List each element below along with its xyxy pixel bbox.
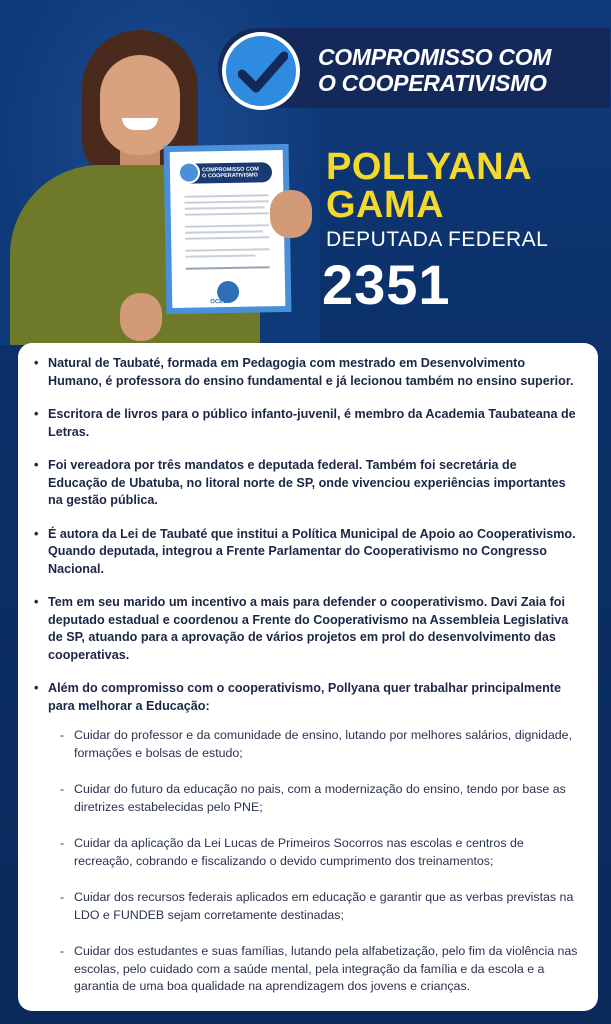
bio-item: [34, 355, 578, 390]
dash-icon: -: [60, 782, 65, 796]
bio-item-text: Foi vereadora por três mandatos e deputada federal. Também foi secretária de Educação de Ubatuba, no litoral norte de SP, onde vivenciou experiências importantes na gestão pública.: [48, 458, 566, 507]
bio-item: [34, 526, 578, 579]
education-goal-item: [48, 835, 578, 870]
candidate-role: DEPUTADA FEDERAL: [326, 228, 549, 251]
certificate-signature-line: [186, 266, 270, 269]
certificate: [164, 144, 292, 314]
candidate-first-name: POLLYANA: [326, 146, 533, 188]
header: [0, 0, 611, 345]
bullet-icon: •: [34, 526, 39, 541]
certificate-logo-text: OCESP: [210, 298, 232, 306]
check-icon: [222, 32, 300, 110]
education-goal-text: Cuidar dos estudantes e suas famílias, lutando pela alfabetização, pelo fim da violência nas escolas, pelo cuidado com a saúde mental, pela integração da família e da escola e a garantia de uma boa qualidade na aprendizagem dos jovens e crianças.: [74, 944, 578, 993]
bio-item-text: Tem em seu marido um incentivo a mais para defender o cooperativismo. Davi Zaia foi deputado estadual e coordenou a Frente do Cooperativismo na Assembleia Legislativa de SP, atuando para a aprovação de vários projetos em prol do desenvolvimento das cooperativas.: [48, 595, 569, 662]
education-goal-item: [48, 889, 578, 924]
education-goal-item: [48, 943, 578, 996]
certificate-text-line: [185, 248, 269, 251]
certificate-text-line: [185, 224, 269, 227]
candidate-name: [326, 148, 532, 224]
bullet-icon: •: [34, 407, 39, 421]
bio-card: [18, 343, 598, 1011]
certificate-badge-line2: O COOPERATIVISMO: [202, 172, 258, 180]
bio-item: [34, 594, 578, 664]
education-goal-text: Cuidar do futuro da educação no pais, com a modernização do ensino, tendo por base as diretrizes estabelecidas pelo PNE;: [74, 782, 566, 814]
banner-title-line1: COMPROMISSO COM: [318, 44, 552, 70]
dash-icon: -: [60, 890, 65, 904]
dash-icon: -: [60, 944, 65, 958]
education-goal-text: Cuidar da aplicação da Lei Lucas de Primeiros Socorros nas escolas e centros de recreação, cobrando e fiscalizando o devido cumprimento dos treinamentos;: [74, 836, 524, 868]
certificate-paper: [170, 150, 286, 308]
banner-title-line2: O COOPERATIVISMO: [318, 70, 547, 96]
certificate-text-line: [185, 230, 263, 233]
certificate-text-line: [184, 194, 268, 197]
dash-icon: -: [60, 728, 65, 742]
bullet-icon: •: [34, 595, 39, 609]
bio-item-text: Além do compromisso com o cooperativismo, Pollyana quer trabalhar principalmente para melhorar a Educação:: [48, 681, 561, 713]
education-goal-item: [48, 727, 578, 762]
certificate-check-icon: [178, 161, 200, 183]
bio-item-text: Escritora de livros para o público infanto-juvenil, é membro da Academia Taubateana de Letras.: [48, 407, 576, 439]
bio-item-text: É autora da Lei de Taubaté que institui a Política Municipal de Apoio ao Cooperativismo. Quando deputada, integrou a Frente Parlamentar do Cooperativismo no Congresso Nacional.: [48, 526, 576, 576]
certificate-badge-line1: COMPROMISSO COM: [201, 166, 259, 174]
bullet-icon: •: [34, 356, 39, 370]
banner-title: [318, 44, 588, 96]
bio-item-text: Natural de Taubaté, formada em Pedagogia com mestrado em Desenvolvimento Humano, é professora do ensino fundamental e já lecionou também no ensino superior.: [48, 356, 574, 388]
bio-list: [34, 355, 578, 996]
certificate-text-line: [185, 206, 265, 209]
bio-item: [34, 406, 578, 441]
candidate-last-name: GAMA: [326, 184, 445, 226]
certificate-text-line: [185, 200, 269, 203]
education-goal-item: [48, 781, 578, 816]
photo-hand-left: [120, 293, 162, 341]
certificate-text-line: [185, 236, 269, 239]
photo-hand-right: [270, 190, 312, 238]
bio-item: [34, 457, 578, 510]
bio-item: [34, 680, 578, 996]
certificate-badge: [180, 162, 272, 184]
education-goal-text: Cuidar do professor e da comunidade de ensino, lutando por melhores salários, dignidade, formações e bolsas de estudo;: [74, 728, 573, 760]
education-goal-text: Cuidar dos recursos federais aplicados em educação e garantir que as verbas previstas na LDO e FUNDEB sejam corretamente destinadas;: [74, 890, 574, 922]
dash-icon: -: [60, 836, 65, 850]
certificate-text-line: [185, 212, 269, 215]
bullet-icon: •: [34, 458, 39, 472]
certificate-text-line: [185, 255, 255, 258]
education-goals-list: [48, 727, 578, 996]
photo-face: [100, 55, 180, 155]
bullet-icon: •: [34, 681, 39, 695]
candidate-number: 2351: [322, 253, 451, 316]
